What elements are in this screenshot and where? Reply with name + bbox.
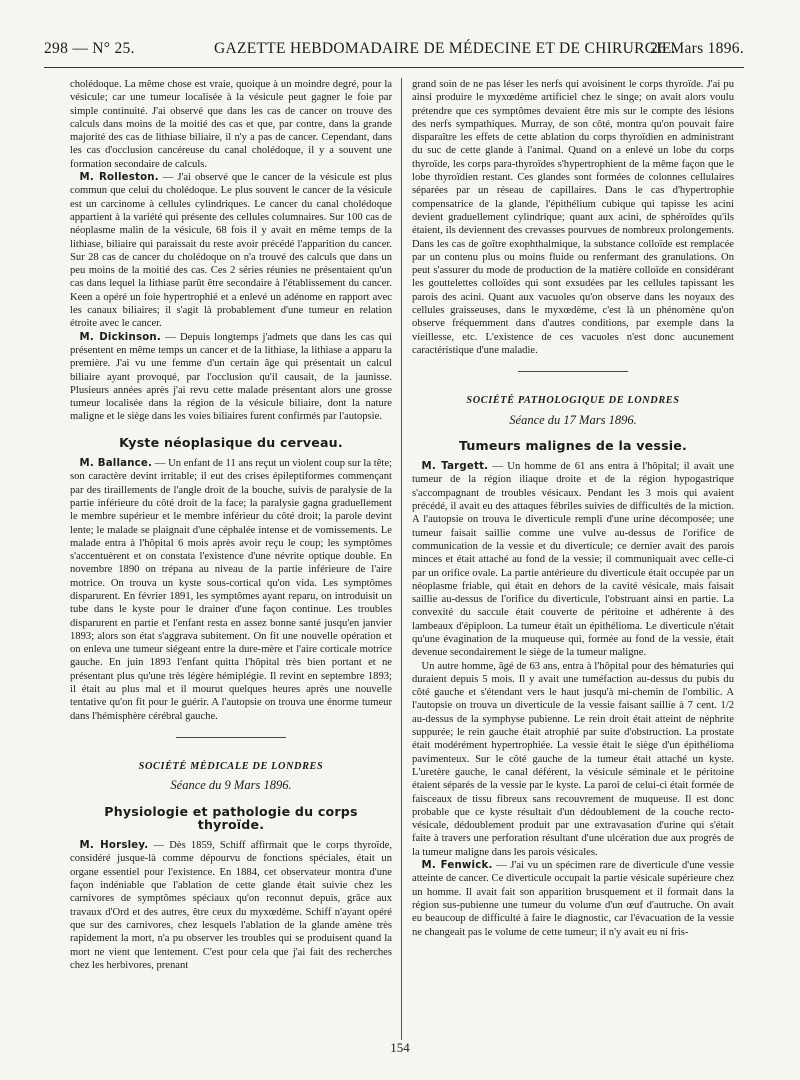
section-rule xyxy=(176,737,286,738)
heading-tumeurs: Tumeurs malignes de la vessie. xyxy=(458,437,688,453)
fenwick-text: — J'ai vu un spécimen rare de diverticule d'une vessie atteinte de cancer. Ce diverticule occupait la partie vésicale supérieure chez un homme. Il avait fait son apparition brusquement et il formait dans la région sus-pubienne une tumeur du volume d'un œuf d'autruche. On avait eu beaucoup de difficulté à faire le diagnostic, car l'évacuation de la vessie ne changeait pas le volume de cette tumeur; il n'y avait eu ni fris- xyxy=(412,860,734,938)
header-rule xyxy=(44,67,744,68)
paragraph-fenwick xyxy=(412,859,734,939)
paragraph-horsley xyxy=(70,839,392,972)
paragraph-thyroide-continued: grand soin de ne pas léser les nerfs qui avoisinent le corps thyroïde. J'ai pu ainsi produire le myxœdème artificiel chez le singe; on avait alors voulu prétendre que ces symptômes devaient être mis sur le compte des lésions des nerfs sympathiques. Murray, de son côté, montra qu'on pouvait faire disparaître les effets de cette ablation du corps thyroïdien en administrant du suc de cette glande à l'animal. Quand on a enlevé un lobe du corps thyroïde, les corps para-thyroïdes s'hypertrophient de la même façon que le lobe thyroïdien restant. Ces glandes sont formées de colonnes cellulaires séparées par un réseau de capillaires. Dans le cas d'hypertrophie compensatrice de la glande, l'épithélium cubique qui tapisse les acini devient graduellement cylindrique; quant aux acini, de sphéroïdes qu'ils étaient, ils deviennent des crevasses pourvues de nombreux prolongements. Dans les cas de goître exophthalmique, la substance colloïde est remplacée par un contenu plus ou moins fluide ou renfermant des granulations. On peut s'assurer du mode de production de la matière colloïde en considérant les gouttelettes colloïdes qui sont exsudées par les cellules tapissant les parois des acini. Quant aux vacuoles qu'on observe dans les noyaux des cellules graisseuses, dans le myxœdème, c'est là un phénomène qu'on observe fréquemment dans d'autres conditions, par exemple dans la vieillesse, etc. L'existence de ces vacuoles n'est donc aucunement caractéristique d'une maladie. xyxy=(412,79,734,356)
speaker-rolleston: M. Rolleston. xyxy=(79,172,159,184)
targett-text: — Un homme de 61 ans entra à l'hôpital; il avait une tumeur de la région iliaque droite et de la région hypogastrique s'accompagnant de troubles vésicaux. Pendant les 3 mois qui avaient précédé, il avait eu des attaques fébriles suivies de difficultés de la miction. A l'autopsie on trouva le diverticule rempli d'une urine décomposée; une tumeur faisait saillie comme une vulve au-dessus de l'orifice de communication de la vessie et du diverticule; ce dernier avait des parois minces et était attaché au fond de la vessie; il communiquait avec celle-ci par un orifice ovale. La partie antérieure du diverticule était occupée par un néoplasme friable, qui était en dehors de la cavité vésicale, mais faisait saillie au-dessus de l'orifice du diverticule, l'obstruant ainsi en partie. La convexité du saccule était couverte de péritoine et adhérente à des lambeaux d'épiploon. La tumeur était un épithélioma. Le diverticule n'était qu'une évagination de la muqueuse qui, formée au fond de la vessie, était devenue secondairement le siège de la tumeur maligne. xyxy=(412,461,734,659)
speaker-fenwick: M. Fenwick. xyxy=(421,860,493,872)
seance-date-9-mars: Séance du 9 Mars 1896. xyxy=(170,778,292,793)
rolleston-text: — J'ai observé que le cancer de la vésicule est plus commun que celui du cholédoque. Le plus souvent le cancer de la vésicule est un carcinome à cellules cylindriques. Le cancer du canal cholédoque appartient à la variété qui présente des cellules columnaires. Sur 100 cas de néoplasme malin de la vésicule, 68 fois il y avait en même temps de la lithiase, biliaire qui paraissait du reste avoir précédé l'apparition du cancer. Sur 28 cas de cancer du cholédoque on n'a trouvé des calculs que dans un peu moins de la moitié des cas. Ces 2 séries réunies ne présentaient qu'un cas dans lequel la lithiase parût être secondaire à l'établissement du cancer. Keen a opéré un foie hypertrophié et a enlevé un adénome en rapport avec les canaux biliaires; il s'agit là probablement d'une tumeur en relation étroite avec le cancer. xyxy=(70,172,392,330)
speaker-dickinson: M. Dickinson. xyxy=(79,331,161,343)
paragraph-autre-homme: Un autre homme, âgé de 63 ans, entra à l'hôpital pour des hématuries qui duraient depuis 5 mois. Il y avait une tuméfaction au-dessus du pubis du côté gauche et s'étendant vers le haut jusqu'à mi-chemin de l'ombilic. A l'autopsie on trouva un diverticule de la vessie faisant saillie à 7 cent. 1/2 au-dessus de la symphyse pubienne. Le rein droit était atteint de néphrite suppurée; le rein gauche était atrophié par suite d'obstruction. La prostate était modérément hypertrophiée. La vessie était le siège d'un épithélioma pavimenteux. Sur le côté gauche de la tumeur était attaché un kyste. L'uretère gauche, le canal déférent, la vésicule séminale et le péritoine étaient séparés de la vessie par le kyste. La paroi de celui-ci était formée de faisceaux de tissu fibreux sans recouvrement de muqueuse. Il est donc probable que ce kyste résultait d'un dédoublement de la couche recto-vésicale, dédoublement produit par une extravasation d'urine qui s'était faite à travers une perforation résultant d'une ulcération due aux progrès de la tumeur maligne dans les parois vésicales. xyxy=(412,660,734,858)
seance-date-17-mars: Séance du 17 Mars 1896. xyxy=(509,412,637,427)
paragraph-ballance xyxy=(70,457,392,723)
paragraph-rolleston xyxy=(70,171,392,331)
heading-kyste: Kyste néoplasique du cerveau. xyxy=(119,434,343,450)
right-column xyxy=(412,78,734,939)
ballance-text: — Un enfant de 11 ans reçut un violent coup sur la tête; son caractère devint irritable; il eut des crises épileptiformes commençant par des tiraillements de l'angle droit de la bouche, suivis de paralysie de la partie inférieure du côté droit de la face; la paralysie gagna graduellement le membre supérieur et le membre inférieur du côté droit; la parole devint lente; le malade se plaignait d'une céphalée intense et de vomissements. Le malade entra à l'hôpital 6 mois après avoir reçu le coup; les symptômes s'accentuèrent et on constata l'existence d'une névrite optique double. En novembre 1890 on trépana au niveau de la partie inférieure de l'aire motrice. On trouva un kyste sous-cortical qu'on vida. Les symptômes disparurent. En février 1891, les symptômes ayant reparu, on introduisit un tube dans le kyste pour le drainer d'une façon continue. Les troubles disparurent en partie et l'enfant resta en assez bonne santé jusqu'en janvier 1893; alors son état s'aggrava subitement. On fit une nouvelle opération et on enleva une tumeur siégeant entre la dure-mère et l'aire corticale motrice gauche. En juin 1893 l'enfant quitta l'hôpital très bien portant et ne présentant plus qu'une très légère hémiplégie. Il revint en septembre 1893; il était au plus mal et il mourut quelques heures après une nouvelle tentative qu'on fit pour le guérir. A l'autopsie on trouva une énorme tumeur dans l'hémisphère cérébral gauche. xyxy=(70,458,392,722)
running-header xyxy=(44,40,744,62)
section-rule xyxy=(518,371,628,372)
speaker-targett: M. Targett. xyxy=(421,461,489,473)
left-column xyxy=(70,78,392,972)
paragraph-cholédoque: cholédoque. La même chose est vraie, quoique à un moindre degré, pour la vésicule; car une tumeur localisée à la vésicule peut gagner le foie par simple continuité. J'ai observé que dans les cas de cancer on trouve des calculs dans moins de la moitié des cas et que, par contre, dans la grande majorité des cas de lithiase biliaire, il n'y a pas de cancer. Cependant, dans les cas d'occlusion cancéreuse du canal cholédoque, il y a souvent une formation secondaire de calculs. xyxy=(70,79,392,170)
page-and-issue-number: 298 — N° 25. xyxy=(44,40,135,57)
speaker-ballance: M. Ballance. xyxy=(79,458,153,470)
paragraph-dickinson xyxy=(70,331,392,424)
column-divider xyxy=(401,78,402,1040)
heading-physiologie: Physiologie et pathologie du corps thyroïde. xyxy=(104,803,358,832)
page-number: 154 xyxy=(390,1040,410,1055)
paragraph-targett xyxy=(412,460,734,659)
speaker-horsley: M. Horsley. xyxy=(79,840,149,852)
society-name-medicale: SOCIÉTÉ MÉDICALE DE LONDRES xyxy=(138,760,324,772)
society-name-pathologique: SOCIÉTÉ PATHOLOGIQUE DE LONDRES xyxy=(466,395,680,407)
dickinson-text: — Depuis longtemps j'admets que dans les cas qui présentent en même temps un cancer et de la lithiase, la lithiase a apparu la première. J'ai vu une femme d'un certain âge qui présentait un calcul biliaire ayant provoqué, par l'occlusion qu'il causait, de la jaunisse. Plusieurs années après j'ai revu cette malade présentant alors une grosse tumeur localisée dans la région de la vésicule biliaire, dont la nature maligne et le siège dans les voies biliaires furent confirmés par l'autopsie. xyxy=(70,331,392,423)
journal-title: GAZETTE HEBDOMADAIRE DE MÉDECINE ET DE CHIRURGIE. xyxy=(214,40,676,57)
horsley-text: — Dès 1859, Schiff affirmait que le corps thyroïde, considéré jusque-là comme dépourvu de fonctions spéciales, était un organe essentiel pour l'existence. En 1884, cet observateur montra d'une façon indéniable que l'ablation de cette glande était suivie chez les carnivores de symptômes spéciaux qu'on reconnut depuis, grâce aux travaux d'Ord et des autres, être ceux du myxœdème. Schiff n'ayant opéré que sur des carnivores, chez lesquels l'ablation de la glande amène très rapidement la mort, n'a pu observer les troubles qui se produisent quand la mort ne vient que lentement. C'est pour cela que j'ai fait des recherches chez les herbivores, prenant xyxy=(70,840,392,971)
issue-date: 26 Mars 1896. xyxy=(650,40,744,57)
